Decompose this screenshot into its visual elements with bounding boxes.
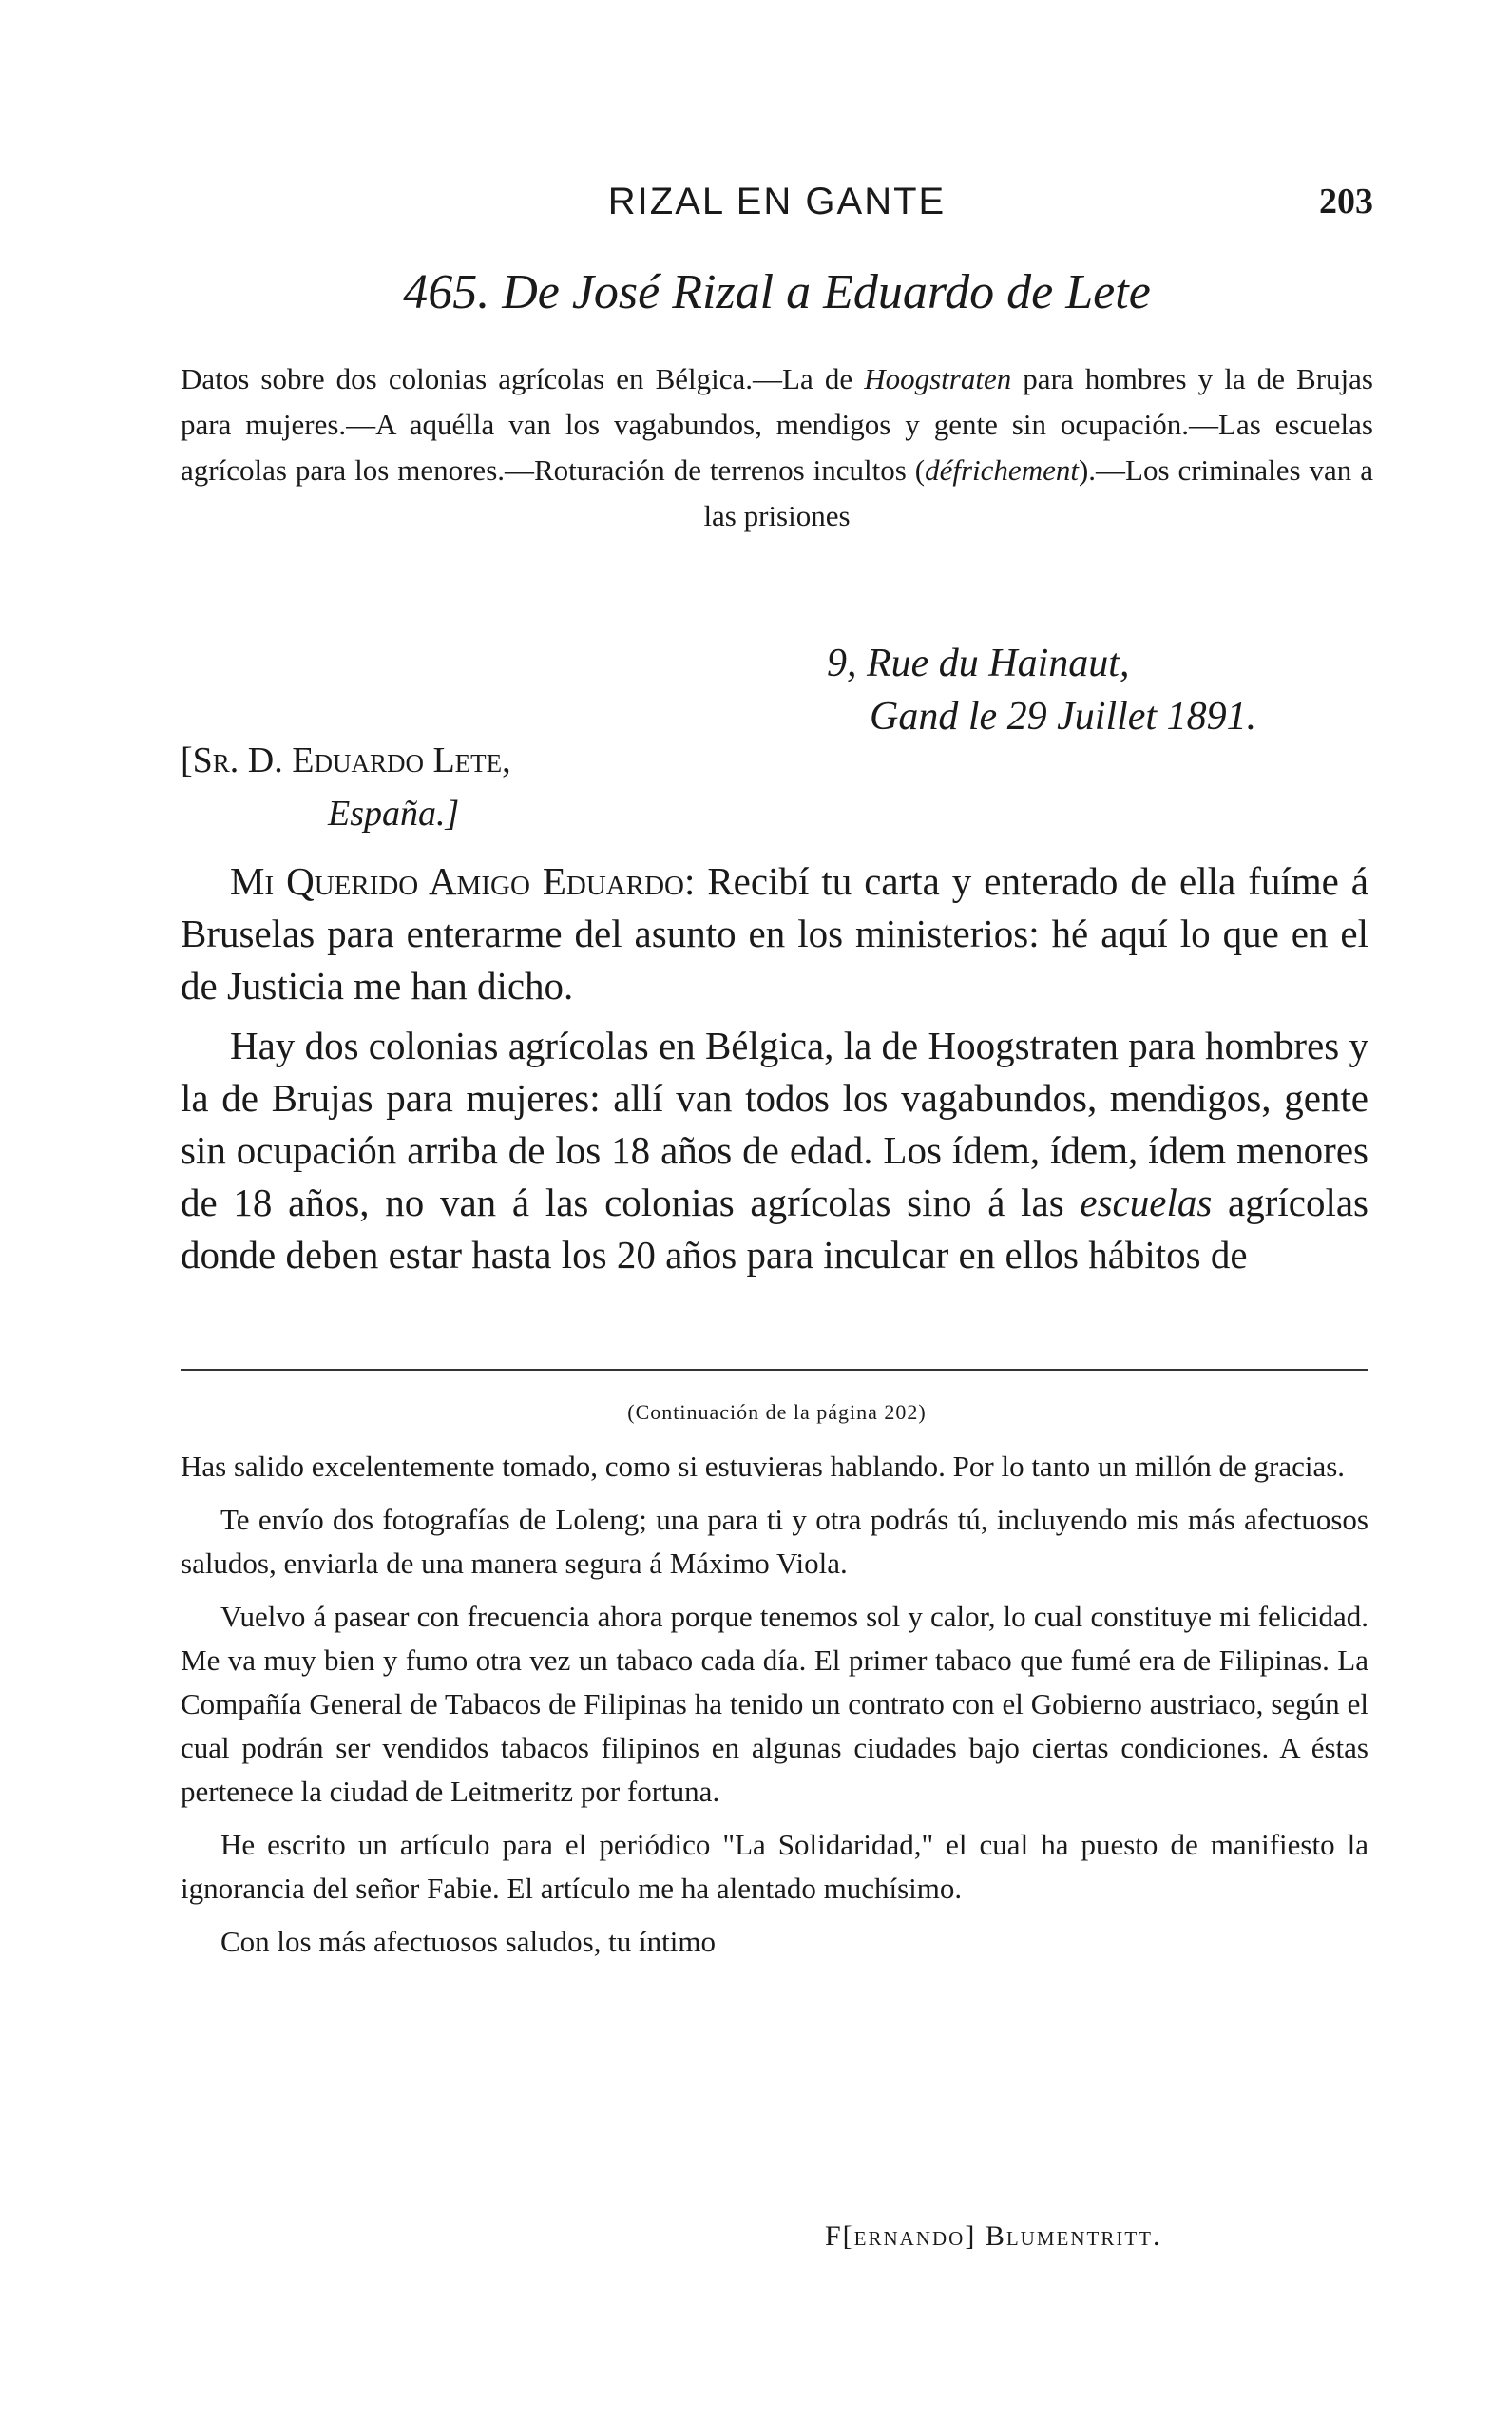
paragraph-2-text-1: Hay dos colonias agrícolas en Bélgica, la de Hoogstraten para hombres y la de Brujas para mujeres: allí van todos los vagabundos, mendigos, gente sin ocupación arriba de los 18 años de edad. Los ídem, ídem, ídem menores de 18 años, no van á las colonias agrícolas sino á las (181, 1024, 1368, 1224)
footnote-paragraph-3: Vuelvo á pasear con frecuencia ahora porque tenemos sol y calor, lo cual constituye mi felicidad. Me va muy bien y fumo otra vez un tabaco cada día. El primer tabaco que fumé era de Filipinas. La Compañía General de Tabacos de Filipinas ha tenido un contrato con el Gobierno austriaco, según el cual podrán ser vendidos tabacos filipinos en algunas ciudades bajo ciertas condiciones. A éstas pertenece la ciudad de Leitmeritz por fortuna. (181, 1600, 1368, 1808)
recipient-name: [Sr. D. Eduardo Lete, (181, 740, 511, 780)
dateline (827, 637, 1256, 743)
paragraph-1-text: Recibí tu carta y enterado de ella fuíme á Bruselas para enterarme del asunto en los ministerios: hé aquí lo que en el de Justicia me han dicho. (181, 859, 1368, 1008)
dateline-address: 9, Rue du Hainaut, (827, 642, 1130, 685)
footnote-heading: (Continuación de la página 202) (627, 1400, 927, 1424)
letter-paragraph-2 (181, 1020, 1368, 1281)
footnote-divider (181, 1369, 1368, 1371)
running-head (181, 181, 1373, 228)
paragraph-2-escuelas: escuelas (1080, 1181, 1213, 1224)
summary-text-3: ).—Los criminales van a las prisiones (703, 453, 1373, 532)
recipient-country: España.] (328, 794, 460, 834)
summary-text-2: para hombres y la de Brujas para mujeres.—A aquélla van los vagabundos, mendigos y gente sin ocupación.—Las escuelas agrícolas para los menores.—Roturación de terrenos incultos ( (181, 362, 1373, 487)
footnote-signature: F[ernando] Blumentritt. (825, 2220, 1162, 2252)
letter-body (181, 855, 1368, 1281)
summary-hoogstraten: Hoogstraten (864, 362, 1012, 395)
footnote-paragraph-5: Con los más afectuosos saludos, tu íntimo (220, 1925, 716, 1958)
letter-paragraph-1 (181, 855, 1368, 1012)
salutation: Mi Querido Amigo Eduardo: (230, 859, 696, 903)
running-title: RIZAL EN GANTE (607, 181, 947, 222)
dateline-date: Gand le 29 Juillet 1891. (870, 695, 1257, 739)
recipient-block (181, 734, 511, 840)
summary-defrichement: défrichement (925, 453, 1079, 487)
footnote-paragraph-1: Has salido excelentemente tomado, como si estuvieras hablando. Por lo tanto un millón de gracias. (181, 1450, 1346, 1483)
paragraph-2-text-2: agrícolas donde deben estar hasta los 20 años para inculcar en ellos hábitos de (181, 1181, 1369, 1277)
letter-summary (181, 356, 1373, 539)
letter-heading: 465. De José Rizal a Eduardo de Lete (403, 265, 1151, 319)
footnote-block (181, 1445, 1368, 1964)
footnote-paragraph-2: Te envío dos fotografías de Loleng; una para ti y otra podrás tú, incluyendo mis más afectuosos saludos, enviarla de una manera segura á Máximo Viola. (181, 1503, 1368, 1580)
footnote-paragraph-4: He escrito un artículo para el periódico "La Solidaridad," el cual ha puesto de manifiesto la ignorancia del señor Fabie. El artículo me ha alentado muchísimo. (181, 1828, 1368, 1905)
page-number: 203 (1319, 182, 1373, 221)
summary-text-1: Datos sobre dos colonias agrícolas en Bélgica.—La de (181, 362, 865, 395)
